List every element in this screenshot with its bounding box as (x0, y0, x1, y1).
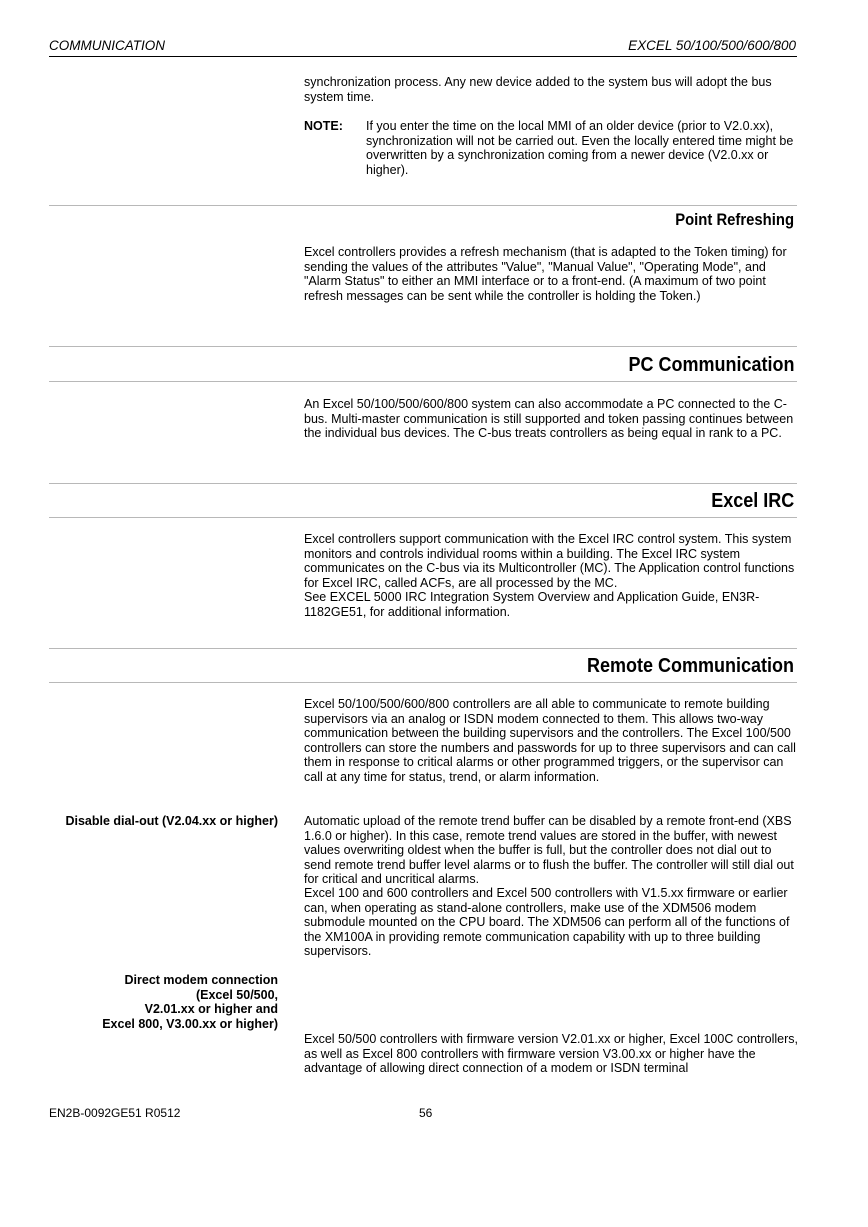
excel-irc-reference: See EXCEL 5000 IRC Integration System Overview and Application Guide, EN3R-1182GE51, for additional information. (304, 590, 760, 619)
side-label-line: (Excel 50/500, (195, 987, 278, 1002)
xdm506-paragraph: Excel 100 and 600 controllers and Excel 500 controllers with V1.5.xx firmware or earlier can, when operating as stand-alone controllers, make use of the XDM506 modem submodule mounted on the CPU board. The XDM506 can perform all of the functions of the XM100A in providing remote communication capability with up to three building supervisors. (304, 886, 790, 959)
section-divider (49, 381, 797, 382)
section-divider (49, 483, 797, 484)
section-divider (49, 648, 797, 649)
heading-point-refreshing: Point Refreshing (675, 211, 794, 229)
footer-document-id: EN2B-0092GE51 R0512 (49, 1106, 181, 1120)
running-header-section: COMMUNICATION (49, 38, 165, 53)
direct-modem-paragraph: Excel 50/500 controllers with firmware version V2.01.xx or higher, Excel 100C controllers, as well as Excel 800 controllers with firmware version V3.00.xx or higher have the advantage of allowing direct connection of a modem or ISDN terminal (304, 1032, 798, 1076)
side-label-line: V2.01.xx or higher and (144, 1002, 278, 1017)
point-refreshing-paragraph: Excel controllers provides a refresh mechanism (that is adapted to the Token timing) for sending the values of the attributes "Value", "Manual Value", "Operating Mode", and "Alarm Status" to either an MMI interface or to a front-end. (A maximum of two point refresh messages can be sent while the controller is holding the Token.) (304, 245, 787, 303)
heading-excel-irc: Excel IRC (710, 490, 794, 512)
note-label: NOTE: (304, 119, 343, 133)
disable-dial-out-paragraph: Automatic upload of the remote trend buffer can be disabled by a remote front-end (XBS 1.6.0 or higher). In this case, remote trend values are stored in the buffer, with newest values overwriting oldest when the buffer is full, but the controller does not dial out to send remote trend buffer level alarms or to flush the buffer. The controller will still dial out for critical and uncritical alarms. (304, 814, 794, 887)
section-divider (49, 346, 797, 347)
pc-communication-paragraph: An Excel 50/100/500/600/800 system can also accommodate a PC connected to the C-bus. Multi-master communication is still supported and token passing continues between the individual bus devices. The C-bus treats controllers as being equal in rank to a PC. (304, 397, 794, 441)
heading-pc-communication: PC Communication (627, 354, 794, 376)
side-label-direct-modem-connection (102, 973, 278, 1031)
side-label-line: Excel 800, V3.00.xx or higher) (102, 1016, 278, 1031)
section-divider (49, 205, 797, 206)
excel-irc-paragraph: Excel controllers support communication with the Excel IRC control system. This system monitors and controls individual rooms within a building. The Excel IRC system communicates on the C-bus via its Multicontroller (MC). The Application control functions for Excel IRC, called ACFs, are all processed by the MC. (304, 532, 795, 590)
remote-communication-paragraph: Excel 50/100/500/600/800 controllers are all able to communicate to remote building supervisors via an analog or ISDN modem connected to them. This allows two-way communication between the building supervisors and the controllers. The Excel 100/500 controllers can store the numbers and passwords for up to three supervisors and can call them in response to critical alarms or other programmed triggers, or the supervisor can call at any time for status, trend, or alarm information. (304, 697, 796, 784)
section-divider (49, 682, 797, 683)
header-divider (49, 56, 797, 57)
intro-paragraph: synchronization process. Any new device added to the system bus will adopt the bus system time. (304, 75, 772, 104)
note-text: If you enter the time on the local MMI of an older device (prior to V2.0.xx), synchronization will not be carried out. Even the locally entered time might be overwritten by a synchronization coming from a newer device (V2.0.xx or higher). (366, 119, 794, 177)
side-label-disable-dial-out: Disable dial-out (V2.04.xx or higher) (65, 814, 278, 828)
side-label-line: Direct modem connection (124, 973, 278, 987)
heading-remote-communication: Remote Communication (586, 655, 794, 677)
running-header-title: EXCEL 50/100/500/600/800 (628, 38, 796, 53)
section-divider (49, 517, 797, 518)
footer-page-number: 56 (419, 1106, 433, 1120)
